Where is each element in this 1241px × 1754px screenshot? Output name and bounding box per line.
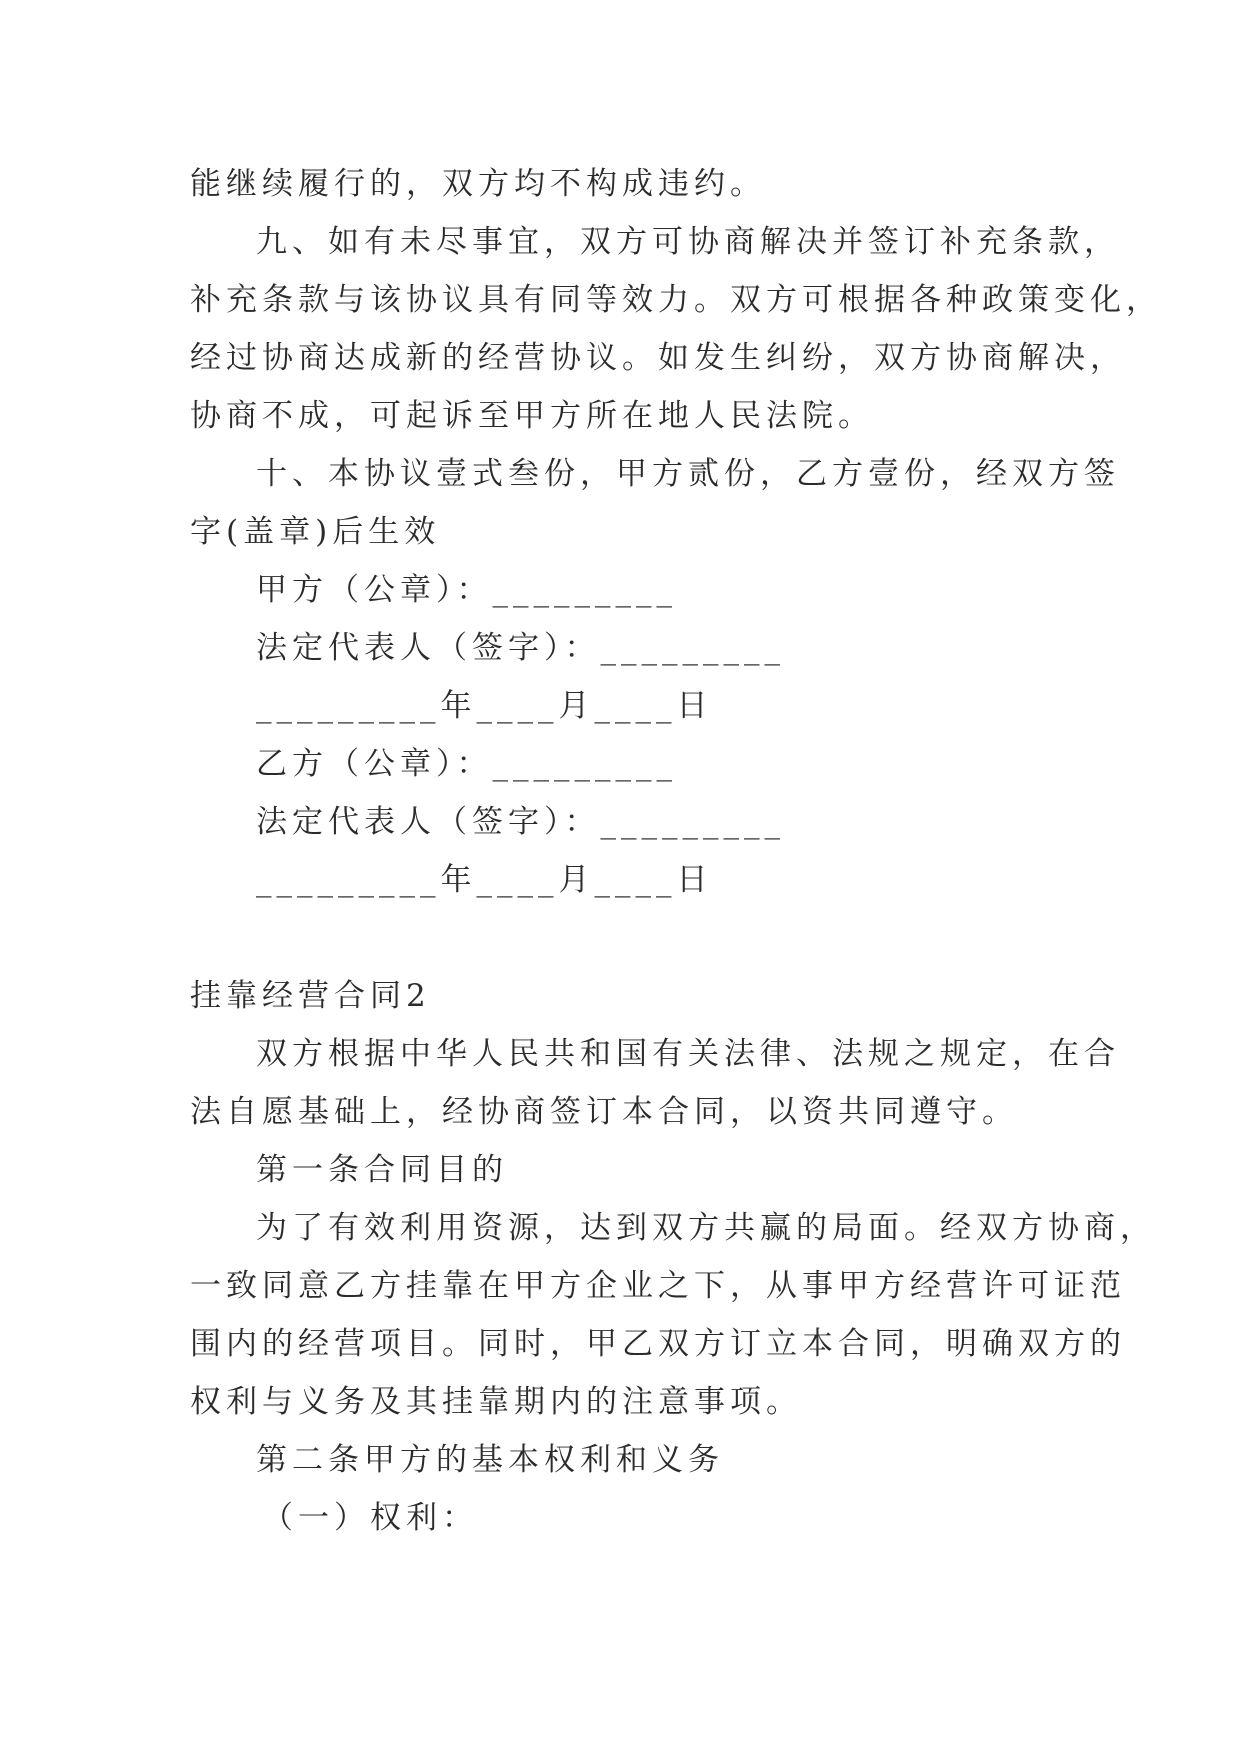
preamble-line: 双方根据中华人民共和国有关法律、法规之规定，在合 bbox=[256, 1036, 1120, 1072]
party-b-date-line: _________年____月____日 bbox=[256, 862, 713, 898]
paragraph-line: 一致同意乙方挂靠在甲方企业之下，从事甲方经营许可证范 bbox=[190, 1268, 1126, 1304]
article-two-heading: 第二条甲方的基本权利和义务 bbox=[256, 1442, 724, 1478]
party-b-seal-line: 乙方（公章）：_________ bbox=[256, 746, 677, 782]
paragraph-line: 法自愿基础上，经协商签订本合同，以资共同遵守。 bbox=[190, 1094, 1018, 1130]
rights-subheading: （一）权利： bbox=[262, 1500, 478, 1536]
party-b-representative-line: 法定代表人（签字）：_________ bbox=[256, 804, 785, 840]
clause-nine-line: 九、如有未尽事宜，双方可协商解决并签订补充条款， bbox=[256, 224, 1120, 260]
paragraph-line: 权利与义务及其挂靠期内的注意事项。 bbox=[190, 1384, 802, 1420]
clause-ten-line: 十、本协议壹式叁份，甲方贰份，乙方壹份，经双方签 bbox=[256, 456, 1120, 492]
paragraph-line: 经过协商达成新的经营协议。如发生纠纷，双方协商解决， bbox=[190, 340, 1126, 376]
paragraph-line: 围内的经营项目。同时，甲乙双方订立本合同，明确双方的 bbox=[190, 1326, 1126, 1362]
paragraph-line: 补充条款与该协议具有同等效力。双方可根据各种政策变化， bbox=[190, 282, 1162, 318]
contract-2-title: 挂靠经营合同2 bbox=[190, 978, 431, 1014]
article-one-heading: 第一条合同目的 bbox=[256, 1152, 508, 1188]
party-a-date-line: _________年____月____日 bbox=[256, 688, 713, 724]
party-a-seal-line: 甲方（公章）：_________ bbox=[256, 572, 677, 608]
paragraph-line: 协商不成，可起诉至甲方所在地人民法院。 bbox=[190, 398, 874, 434]
paragraph-line: 能继续履行的，双方均不构成违约。 bbox=[190, 166, 766, 202]
paragraph-line: 字(盖章)后生效 bbox=[190, 514, 441, 550]
paragraph-line: 为了有效利用资源，达到双方共赢的局面。经双方协商， bbox=[256, 1210, 1156, 1246]
party-a-representative-line: 法定代表人（签字）：_________ bbox=[256, 630, 785, 666]
